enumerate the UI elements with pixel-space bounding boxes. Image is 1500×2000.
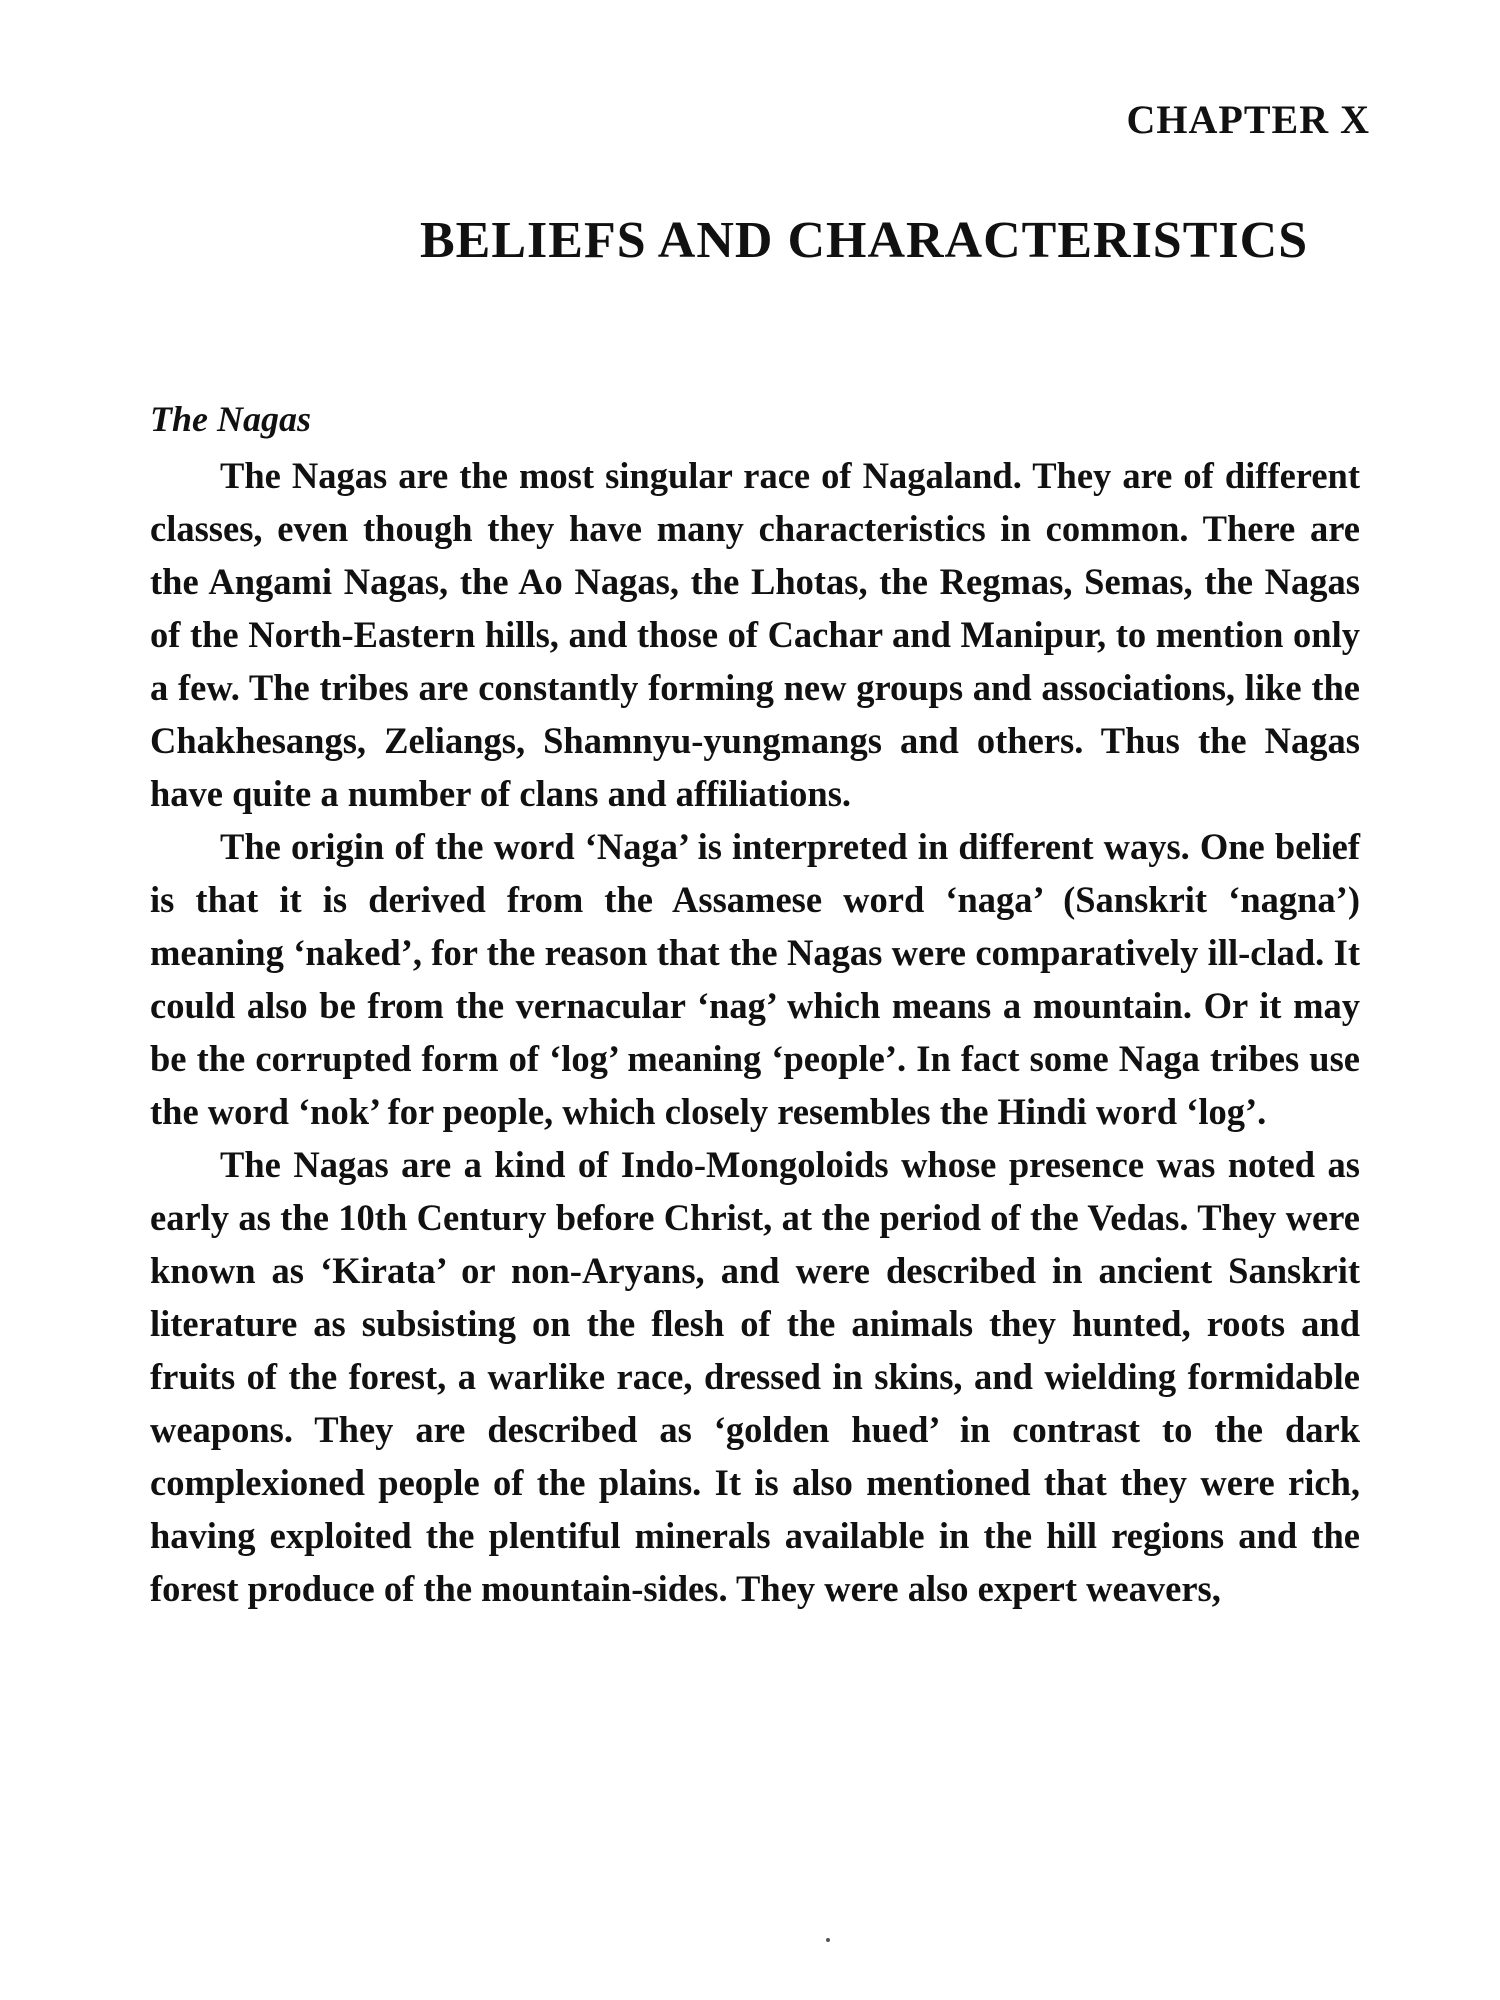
paragraph: The origin of the word ‘Naga’ is interpreted in different ways. One belief is that it is derived from the Assamese word ‘naga’ (Sanskrit ‘nagna’) meaning ‘naked’, for the reason that the Nagas were comparatively ill-clad. It could also be from the vernacular ‘nag’ which means a mountain. Or it may be the corrupted form of ‘log’ meaning ‘people’. In fact some Naga tribes use the word ‘nok’ for people, which closely resembles the Hindi word ‘log’. xyxy=(150,826,1360,1133)
print-speck xyxy=(826,1938,830,1942)
chapter-title: BELIEFS AND CHARACTERISTICS xyxy=(420,212,1309,269)
paragraph: The Nagas are a kind of Indo-Mongoloids whose presence was noted as early as the 10th Century before Christ, at the period of the Vedas. They were known as ‘Kirata’ or non-Aryans, and were described in ancient Sanskrit literature as subsisting on the flesh of the animals they hunted, roots and fruits of the forest, a warlike race, dressed in skins, and wielding formidable weapons. They are described as ‘golden hued’ in contrast to the dark complexioned people of the plains. It is also mentioned that they were rich, having exploited the plentiful minerals available in the hill regions and the forest produce of the mountain-sides. They were also expert weavers, xyxy=(150,1144,1360,1610)
chapter-label: CHAPTER X xyxy=(1126,97,1370,142)
body-text xyxy=(150,398,1360,1615)
section-heading: The Nagas xyxy=(150,399,311,439)
paragraph: The Nagas are the most singular race of Nagaland. They are of different classes, even though they have many characteristics in common. There are the Angami Nagas, the Ao Nagas, the Lhotas, the Regmas, Semas, the Nagas of the North-Eastern hills, and those of Cachar and Manipur, to mention only a few. The tribes are constantly forming new groups and associations, like the Chakhesangs, Zeliangs, Shamnyu-yungmangs and others. Thus the Nagas have quite a number of clans and affiliations. xyxy=(150,455,1360,815)
